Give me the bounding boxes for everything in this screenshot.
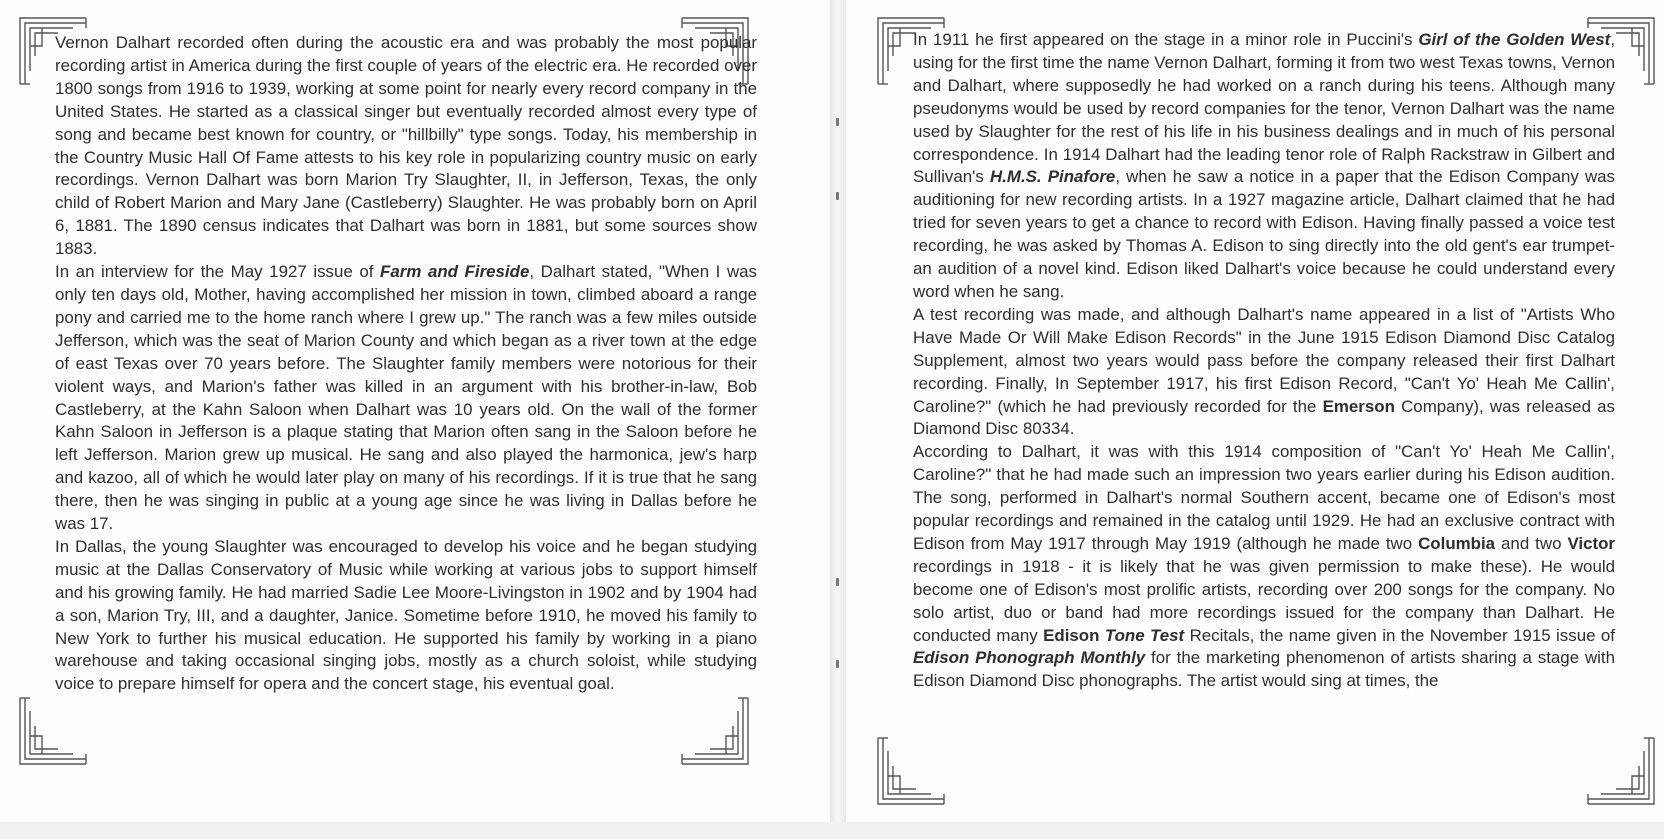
corner-ornament-bottom-left — [876, 736, 946, 806]
text-run: In Dallas, the young Slaughter was encouraged to develop his voice and he began studying music at the Dallas Conservatory of Music while working at various jobs to support himself and his growing family. He had married Sadie Lee Moore-Livingston in 1902 and by 1904 had a son, Marion Try, III, and a daughter, Janice. Sometime before 1910, he moved his family to New York to further his musical education. He supported his family by working in a piano warehouse and taking occasional singing jobs, mostly as a church soloist, while studying voice to prepare himself for opera and the concert stage, his eventual goal. — [55, 536, 757, 694]
paragraph — [55, 261, 757, 536]
text-run: , using for the first time the name Vernon Dalhart, forming it from two west Texas towns, Vernon and Dalhart, where supposedly he had worked on a ranch during his teens. Although many pseudonyms would be used by record companies for the tenor, Vernon Dalhart was the name used by Slaughter for the rest of his life in his business dealings and in much of his personal correspondence. In 1914 Dalhart had the leading tenor role of Ralph Rackstraw in Gilbert and Sullivan's — [913, 30, 1616, 187]
label-name: Victor — [1567, 533, 1615, 553]
text-run: In 1911 he first appeared on the stage in a minor role in Puccini's — [913, 30, 1419, 49]
text-run: recordings in 1918 - it is likely that he was given permission to make these). He would become one of Edison's most prolific artists, recording over 200 songs for the company. No solo artist, duo or band had more recordings issued for the company than Dalhart. He conducted many — [913, 556, 1615, 645]
right-page-text — [913, 29, 1615, 693]
binding-staple-mark — [836, 118, 839, 126]
text-run: Vernon Dalhart recorded often during the acoustic era and was probably the most popular recording artist in America during the first couple of years of the electric era. He recorded over 1800 songs from 1916 to 1939, working at some point for nearly every record company in the United States. He started as a classical singer but eventually recorded almost every type of song and became best known for country, or "hillbilly" type songs. Today, his membership in the Country Music Hall Of Fame attests to his key role in popularizing country music on early recordings. Vernon Dalhart was born Marion Try Slaughter, II, in Jefferson, Texas, the only child of Robert Marion and Mary Jane (Castleberry) Slaughter. He was probably born on April 6, 1881. The 1890 census indicates that Dalhart was born in 1881, but some sources show 1883. — [55, 33, 757, 259]
left-page-text — [55, 32, 757, 696]
opera-title: Girl of the Golden West — [1418, 30, 1611, 49]
binding-staple-mark — [836, 578, 839, 586]
corner-ornament-bottom-left — [18, 696, 88, 766]
opera-title: H.M.S. Pinafore — [989, 167, 1116, 187]
text-run: A test recording was made, and although Dalhart's name appeared in a list of "Artists Who Have Made Or Will Make Edison Records" in the June 1915 Edison Diamond Disc Catalog Supplement, almost two years would pass before the company released their first Dalhart recording. Finally, In September 1917, his first Edison Record, "Can't Yo' Heah Me Callin', Caroline?" (which he had previously recorded for the — [913, 304, 1615, 416]
scan-bottom-edge — [0, 822, 1664, 839]
label-name: Emerson — [1322, 396, 1395, 416]
paragraph — [913, 29, 1615, 304]
publication-title: Edison Phonograph Monthly — [913, 648, 1146, 668]
paragraph — [913, 441, 1615, 693]
text-run: , Dalhart stated, "When I was only ten days old, Mother, having accomplished her mission in town, climbed aboard a range pony and carried me to the home ranch where I grew up." The ranch was a few miles outside Jefferson, which was the seat of Marion County and which began as a river town at the edge of east Texas over 70 years before. The Slaughter family members were notorious for their violent ways, and Marion's father was killed in an argument with his brother-in-law, Bob Castleberry, at the Kahn Saloon when Dalhart was 10 years old. On the wall of the former Kahn Saloon in Jefferson is a plaque stating that Marion often sang in the Saloon before he left Jefferson. Marion grew up musical. He sang and also played the harmonica, jew's harp and kazoo, all of which he would later play on many of his recordings. If it is true that he sang there, then he was singing in public at a young age since he was living in Dallas before he was 17. — [55, 262, 757, 534]
label-name: Edison — [1043, 625, 1100, 645]
paragraph — [55, 536, 757, 696]
label-name: Columbia — [1418, 533, 1496, 553]
text-run: According to Dalhart, it was with this 1914 composition of "Can't Yo' Heah Me Callin', Caroline?" that he had made such an impression two years earlier during his Edison audition. The song, performed in Dalhart's normal Southern accent, became one of Edison's most popular recordings and remained in the catalog until 1929. He had an exclusive contract with Edison from May 1917 through May 1919 (although he made two — [913, 442, 1615, 553]
text-run: and two — [1495, 533, 1568, 553]
text-run: for the marketing phenomenon of artists sharing a stage with Edison Diamond Disc phonographs. The artist would sing at times, the — [913, 648, 1615, 691]
binding-staple-mark — [836, 192, 839, 200]
publication-title: Farm and Fireside — [380, 262, 530, 282]
paragraph — [913, 304, 1615, 441]
recital-name: Tone Test — [1104, 625, 1185, 645]
corner-ornament-bottom-right — [680, 696, 750, 766]
text-run: Company), was released as Diamond Disc 80334. — [913, 396, 1616, 439]
paragraph — [55, 32, 757, 261]
text-run: Recitals, the name given in the November 1915 issue of — [1184, 625, 1615, 645]
text-run: , when he saw a notice in a paper that the Edison Company was auditioning for new recording artists. In a 1927 magazine article, Dalhart claimed that he had tried for seven years to get a chance to record with Edison. Having finally passed a voice test recording, he was asked by Thomas A. Edison to sing directly into the old gent's ear trumpet-an audition of a novel kind. Edison liked Dalhart's voice because he could understand every word when he sang. — [913, 167, 1616, 301]
corner-ornament-bottom-right — [1586, 736, 1656, 806]
binding-staple-mark — [836, 660, 839, 668]
text-run: In an interview for the May 1927 issue of — [55, 262, 381, 282]
